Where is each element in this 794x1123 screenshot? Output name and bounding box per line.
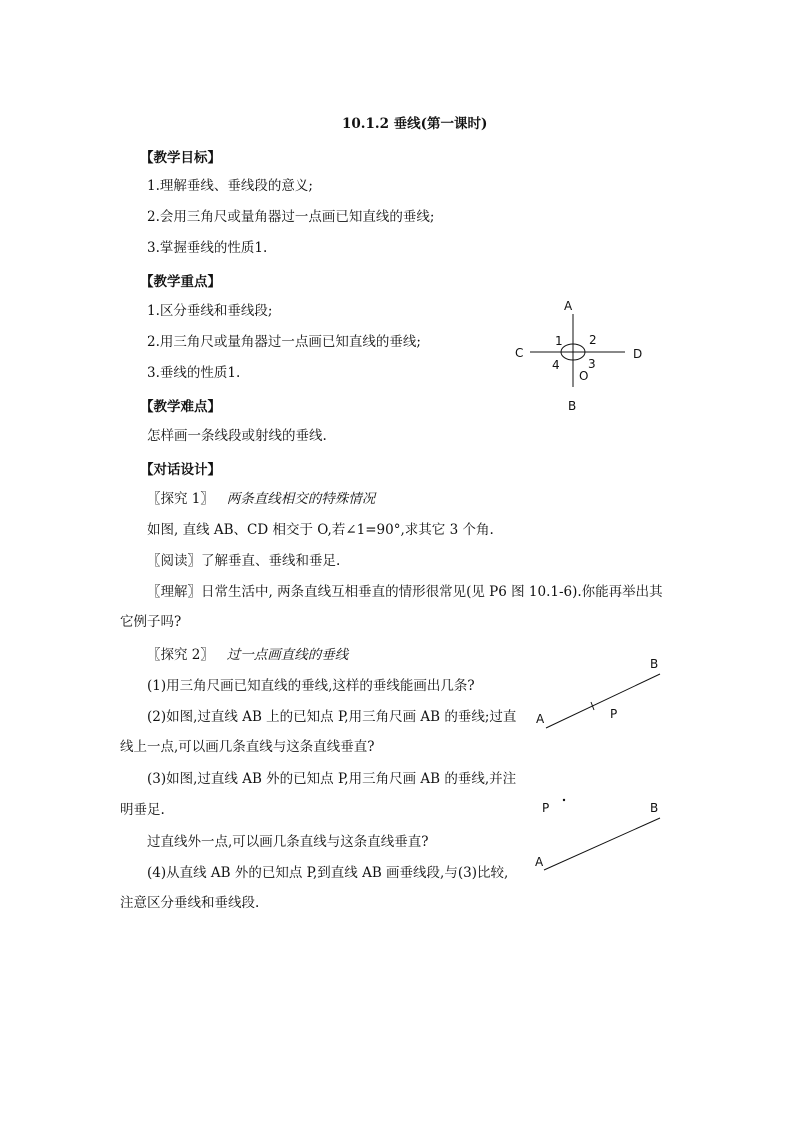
key-point-item: 3.垂线的性质1. [147, 365, 241, 381]
dialogue-heading: 【对话设计】 [140, 462, 221, 478]
label-o: O [579, 369, 589, 383]
page-title: 10.1.2 垂线(第一课时) [342, 116, 488, 132]
question-3-follow: 过直线外一点,可以画几条直线与这条直线垂直? [147, 834, 429, 850]
explore2-title: 过一点画直线的垂线 [226, 647, 349, 663]
question-1: (1)用三角尺画已知直线的垂线,这样的垂线能画出几条? [147, 678, 475, 694]
key-point-item: 2.用三角尺或量角器过一点画已知直线的垂线; [147, 334, 421, 350]
key-points-heading: 【教学重点】 [140, 274, 221, 290]
question-4-line-2: 注意区分垂线和垂线段. [120, 895, 260, 911]
objectives-heading: 【教学目标】 [140, 150, 221, 166]
label-a: A [564, 299, 573, 313]
label-b: B [568, 399, 577, 413]
angle-2: 2 [589, 333, 597, 347]
explore1-text: 如图, 直线 AB、CD 相交于 O,若∠1=90°,求其它 3 个角. [147, 522, 494, 538]
label-c: C [515, 346, 524, 360]
line-ab [546, 674, 660, 728]
explore1-line [147, 490, 375, 508]
read-text: 〖阅读〗了解垂直、垂线和垂足. [147, 553, 341, 569]
line-ab [544, 818, 660, 870]
angle-1: 1 [555, 334, 563, 348]
difficulty-heading: 【教学难点】 [140, 399, 221, 415]
question-2-line-1: (2)如图,过直线 AB 上的已知点 P,用三角尺画 AB 的垂线;过直 [147, 709, 517, 725]
key-point-item: 1.区分垂线和垂线段; [147, 303, 273, 319]
explore1-tag: 〖探究 1〗 [147, 491, 214, 507]
objective-item: 2.会用三角尺或量角器过一点画已知直线的垂线; [147, 209, 435, 225]
question-3-line-2: 明垂足. [120, 802, 165, 818]
label-d: D [633, 347, 643, 361]
objective-item: 3.掌握垂线的性质1. [147, 240, 268, 256]
label-b: B [650, 801, 659, 815]
difficulty-text: 怎样画一条线段或射线的垂线. [147, 428, 327, 444]
question-3-line-1: (3)如图,过直线 AB 外的已知点 P,用三角尺画 AB 的垂线,并注 [147, 771, 517, 787]
explore2-tag: 〖探究 2〗 [147, 647, 214, 663]
angle-3: 3 [588, 357, 596, 371]
explore2-line [147, 646, 348, 664]
understand-line-1: 〖理解〗日常生活中, 两条直线互相垂直的情形很常见(见 P6 图 10.1-6).你能再举出其 [147, 584, 663, 600]
label-b: B [650, 657, 659, 671]
figure-point-on-line [528, 652, 668, 734]
figure-point-off-line [528, 792, 668, 877]
question-4-line-1: (4)从直线 AB 外的已知点 P,到直线 AB 画垂线段,与(3)比较, [147, 865, 509, 881]
explore1-title: 两条直线相交的特殊情况 [226, 491, 376, 507]
understand-line-2: 它例子吗? [120, 614, 182, 630]
label-p: P [542, 801, 550, 815]
label-p: P [610, 707, 618, 721]
label-a: A [535, 855, 544, 869]
label-a: A [536, 712, 545, 726]
figure-intersecting-lines [505, 292, 655, 417]
angle-4: 4 [552, 358, 560, 372]
objective-item: 1.理解垂线、垂线段的意义; [147, 178, 313, 194]
point-p-dot [563, 799, 565, 801]
question-2-line-2: 线上一点,可以画几条直线与这条直线垂直? [120, 739, 375, 755]
